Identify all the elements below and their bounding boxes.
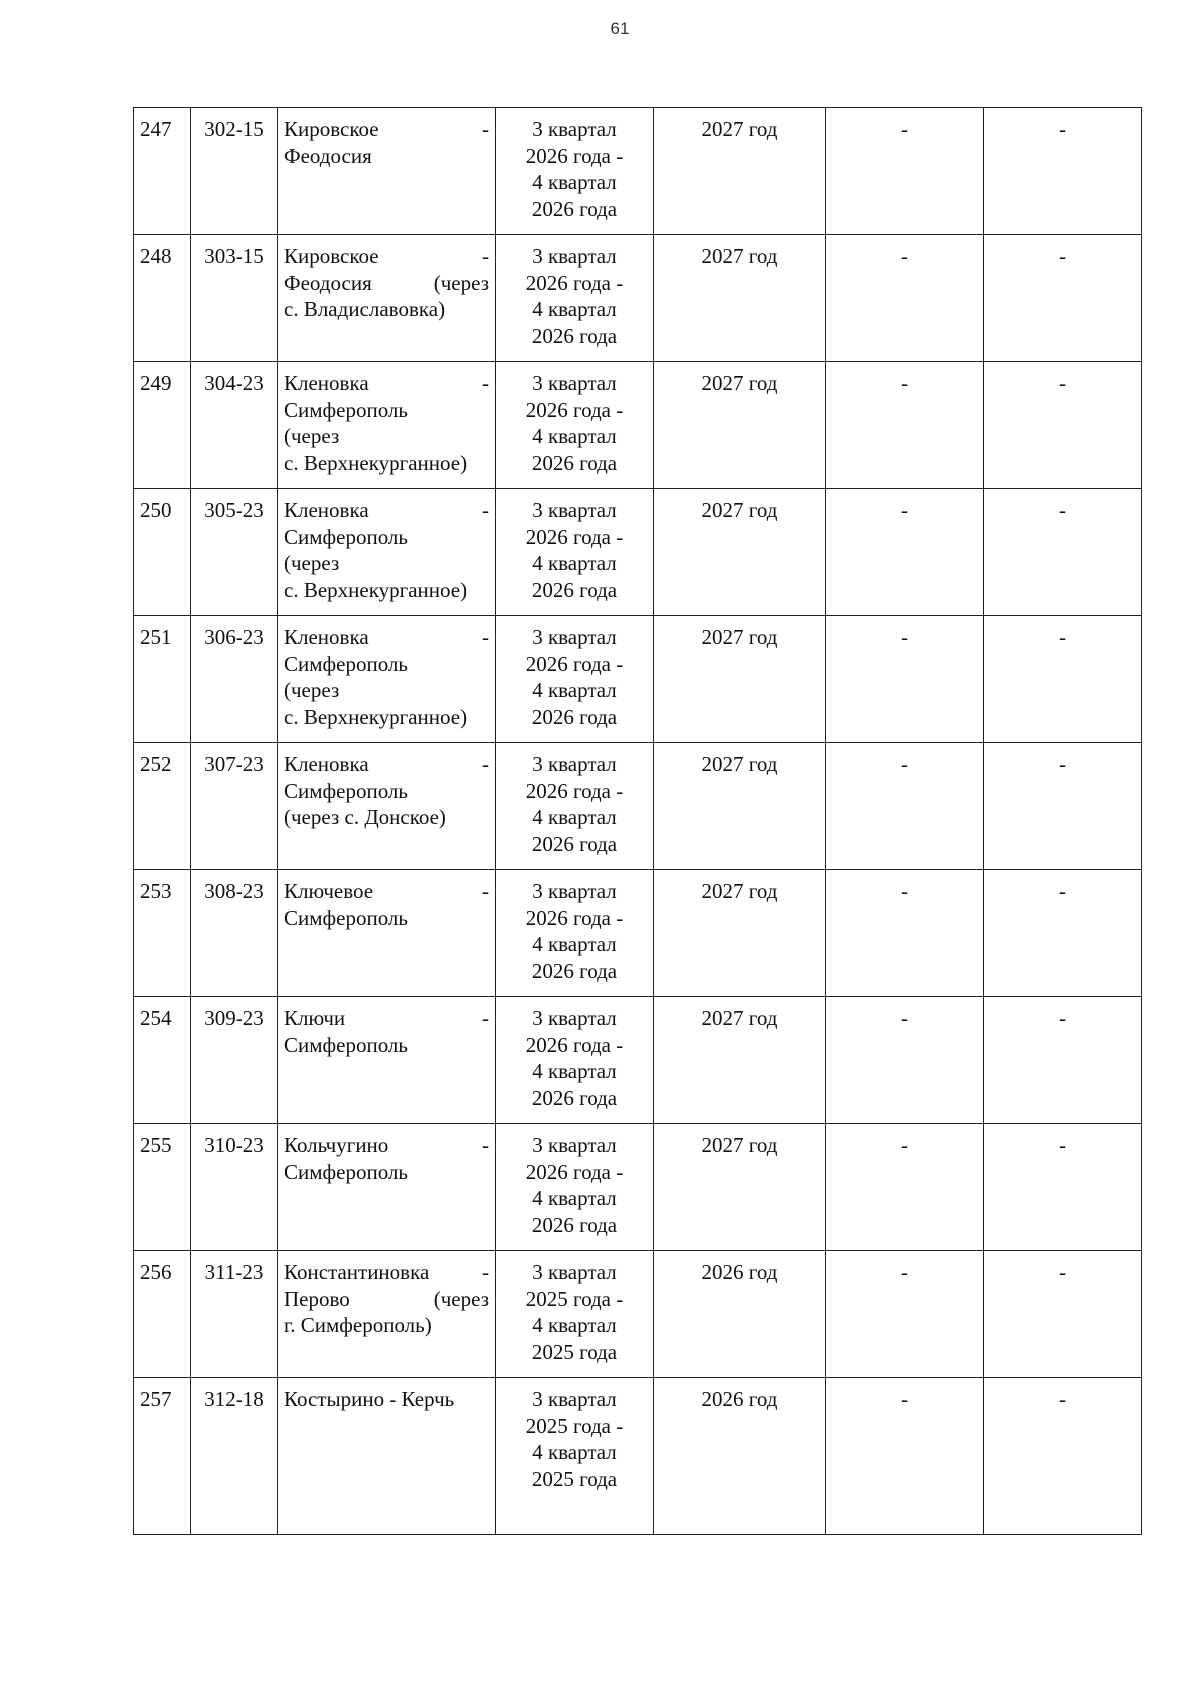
year-cell: 2027 год — [654, 997, 826, 1124]
period-line: 2026 года - — [525, 270, 624, 295]
period-line: 4 квартал — [532, 805, 617, 829]
route-name-line: Симферополь — [284, 1032, 408, 1057]
page-number: 61 — [610, 19, 630, 38]
table-row — [134, 362, 1142, 489]
period-line: 3 квартал — [532, 752, 617, 776]
route-name-line: (через с. Донское) — [284, 805, 446, 829]
period-cell — [496, 1124, 654, 1251]
route-name-line: Константиновка - — [284, 1260, 489, 1284]
route-name-line: Феодосия (через — [284, 270, 489, 295]
row-number-cell: 254 — [134, 997, 191, 1124]
period-line: 3 квартал — [532, 879, 617, 903]
route-name-line: г. Симферополь) — [284, 1313, 432, 1337]
route-name-cell — [278, 1124, 496, 1251]
column-7-cell: - — [826, 1251, 984, 1378]
column-7-cell: - — [826, 997, 984, 1124]
period-line: 2026 года - — [525, 651, 624, 676]
table-body — [134, 108, 1142, 1535]
table-row — [134, 235, 1142, 362]
column-7-cell: - — [826, 743, 984, 870]
column-8-cell: - — [984, 362, 1142, 489]
column-8-cell: - — [984, 235, 1142, 362]
period-cell — [496, 1251, 654, 1378]
year-cell: 2027 год — [654, 616, 826, 743]
period-line: 2026 года — [531, 577, 618, 602]
period-cell — [496, 743, 654, 870]
route-code-cell: 304-23 — [191, 362, 278, 489]
route-name-line: Симферополь — [284, 1159, 408, 1184]
year-cell: 2027 год — [654, 1124, 826, 1251]
period-line: 2025 года - — [525, 1413, 624, 1438]
period-line: 2026 года - — [525, 905, 624, 930]
route-name-line: Кленовка - — [284, 752, 489, 776]
column-8-cell: - — [984, 743, 1142, 870]
year-cell: 2027 год — [654, 235, 826, 362]
route-code-cell: 302-15 — [191, 108, 278, 235]
column-7-cell: - — [826, 1378, 984, 1535]
route-name-cell — [278, 108, 496, 235]
period-line: 2025 года — [531, 1339, 618, 1364]
column-8-cell: - — [984, 108, 1142, 235]
year-cell: 2027 год — [654, 743, 826, 870]
route-name-line: Симферополь — [284, 905, 408, 930]
year-cell: 2027 год — [654, 362, 826, 489]
route-name-line: Кировское - — [284, 244, 489, 268]
column-7-cell: - — [826, 108, 984, 235]
route-name-line: с. Верхнекурганное) — [284, 704, 468, 729]
route-name-line: Перово (через — [284, 1286, 489, 1311]
table-row — [134, 1124, 1142, 1251]
route-code-cell: 312-18 — [191, 1378, 278, 1535]
period-line: 3 квартал — [532, 1133, 617, 1157]
column-8-cell: - — [984, 616, 1142, 743]
period-cell — [496, 489, 654, 616]
period-cell — [496, 362, 654, 489]
row-number-cell: 249 — [134, 362, 191, 489]
column-8-cell: - — [984, 1378, 1142, 1535]
route-name-line: Костырино - Керчь — [284, 1387, 455, 1411]
period-line: 2026 года — [531, 1085, 618, 1110]
column-7-cell: - — [826, 870, 984, 997]
period-line: 4 квартал — [532, 551, 617, 575]
route-code-cell: 311-23 — [191, 1251, 278, 1378]
route-name-line: Кленовка - — [284, 625, 489, 649]
column-7-cell: - — [826, 489, 984, 616]
period-line: 3 квартал — [532, 625, 617, 649]
column-7-cell: - — [826, 235, 984, 362]
period-line: 4 квартал — [532, 1440, 617, 1464]
period-line: 4 квартал — [532, 297, 617, 321]
row-number-cell: 251 — [134, 616, 191, 743]
row-number-cell: 255 — [134, 1124, 191, 1251]
row-number-cell: 257 — [134, 1378, 191, 1535]
row-number-cell: 247 — [134, 108, 191, 235]
route-schedule-table — [133, 107, 1142, 1535]
period-line: 3 квартал — [532, 498, 617, 522]
period-line: 3 квартал — [532, 244, 617, 268]
route-name-cell — [278, 1378, 496, 1535]
route-name-line: Симферополь — [284, 651, 408, 676]
route-name-cell — [278, 616, 496, 743]
route-name-line: с. Верхнекурганное) — [284, 577, 468, 602]
period-line: 4 квартал — [532, 170, 617, 194]
route-name-line: Феодосия — [284, 143, 372, 168]
row-number-cell: 248 — [134, 235, 191, 362]
period-line: 2026 года - — [525, 397, 624, 422]
row-number-cell: 252 — [134, 743, 191, 870]
period-line: 4 квартал — [532, 1059, 617, 1083]
route-name-line: (через — [284, 551, 340, 575]
table-row — [134, 870, 1142, 997]
period-line: 2026 года - — [525, 1032, 624, 1057]
route-name-line: Кировское - — [284, 117, 489, 141]
route-name-line: (через — [284, 678, 340, 702]
period-cell — [496, 870, 654, 997]
route-code-cell: 303-15 — [191, 235, 278, 362]
period-line: 4 квартал — [532, 424, 617, 448]
period-line: 2025 года - — [525, 1286, 624, 1311]
column-8-cell: - — [984, 489, 1142, 616]
route-name-line: Симферополь — [284, 778, 408, 803]
table-row — [134, 1251, 1142, 1378]
route-name-line: с. Верхнекурганное) — [284, 450, 468, 475]
route-code-cell: 308-23 — [191, 870, 278, 997]
year-cell: 2027 год — [654, 489, 826, 616]
route-name-cell — [278, 489, 496, 616]
route-name-cell — [278, 870, 496, 997]
route-name-line: (через — [284, 424, 340, 448]
period-line: 2026 года — [531, 958, 618, 983]
column-8-cell: - — [984, 1124, 1142, 1251]
route-code-cell: 307-23 — [191, 743, 278, 870]
period-line: 3 квартал — [532, 117, 617, 141]
period-line: 3 квартал — [532, 1006, 617, 1030]
period-line: 2025 года — [531, 1466, 618, 1491]
column-7-cell: - — [826, 616, 984, 743]
row-number-cell: 250 — [134, 489, 191, 616]
year-cell: 2026 год — [654, 1251, 826, 1378]
year-cell: 2026 год — [654, 1378, 826, 1535]
period-line: 4 квартал — [532, 678, 617, 702]
period-line: 4 квартал — [532, 932, 617, 956]
table-row — [134, 1378, 1142, 1535]
period-cell — [496, 108, 654, 235]
route-name-cell — [278, 235, 496, 362]
column-8-cell: - — [984, 997, 1142, 1124]
route-name-line: Ключи - — [284, 1006, 489, 1030]
route-code-cell: 309-23 — [191, 997, 278, 1124]
route-name-line: Симферополь — [284, 397, 408, 422]
column-8-cell: - — [984, 870, 1142, 997]
route-name-line: Кольчугино - — [284, 1133, 489, 1157]
period-line: 4 квартал — [532, 1313, 617, 1337]
period-line: 2026 года - — [525, 143, 624, 168]
period-cell — [496, 235, 654, 362]
period-line: 4 квартал — [532, 1186, 617, 1210]
period-line: 2026 года - — [525, 524, 624, 549]
row-number-cell: 253 — [134, 870, 191, 997]
route-name-cell — [278, 362, 496, 489]
period-line: 3 квартал — [532, 371, 617, 395]
period-line: 2026 года — [531, 704, 618, 729]
route-name-cell — [278, 1251, 496, 1378]
route-name-cell — [278, 743, 496, 870]
period-line: 2026 года — [531, 196, 618, 221]
table-row — [134, 616, 1142, 743]
route-code-cell: 306-23 — [191, 616, 278, 743]
route-code-cell: 305-23 — [191, 489, 278, 616]
period-cell — [496, 616, 654, 743]
table-row — [134, 489, 1142, 616]
route-name-cell — [278, 997, 496, 1124]
period-line: 3 квартал — [532, 1260, 617, 1284]
route-name-line: Ключевое - — [284, 879, 489, 903]
period-line: 3 квартал — [532, 1387, 617, 1411]
column-7-cell: - — [826, 1124, 984, 1251]
column-8-cell: - — [984, 1251, 1142, 1378]
table-row — [134, 997, 1142, 1124]
table-row — [134, 743, 1142, 870]
route-name-line: Кленовка - — [284, 371, 489, 395]
year-cell: 2027 год — [654, 108, 826, 235]
period-line: 2026 года — [531, 831, 618, 856]
table-row — [134, 108, 1142, 235]
period-line: 2026 года — [531, 1212, 618, 1237]
route-code-cell: 310-23 — [191, 1124, 278, 1251]
year-cell: 2027 год — [654, 870, 826, 997]
row-number-cell: 256 — [134, 1251, 191, 1378]
period-line: 2026 года - — [525, 778, 624, 803]
period-line: 2026 года — [531, 450, 618, 475]
period-line: 2026 года - — [525, 1159, 624, 1184]
period-cell — [496, 997, 654, 1124]
route-name-line: Симферополь — [284, 524, 408, 549]
route-name-line: с. Владиславовка) — [284, 297, 446, 321]
column-7-cell: - — [826, 362, 984, 489]
route-name-line: Кленовка - — [284, 498, 489, 522]
period-cell — [496, 1378, 654, 1535]
period-line: 2026 года — [531, 323, 618, 348]
